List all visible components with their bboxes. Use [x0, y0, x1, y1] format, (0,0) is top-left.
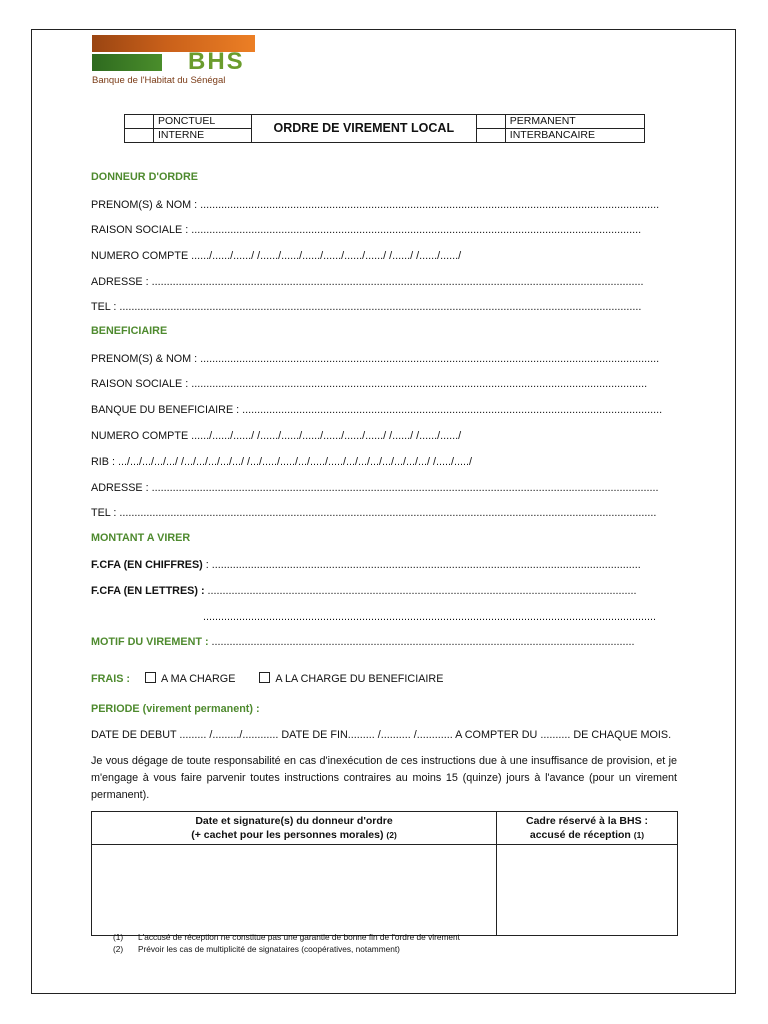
montant-chiffres-label: F.CFA (EN CHIFFRES): [91, 559, 203, 571]
montant-chiffres-field[interactable]: [91, 558, 641, 572]
disclaimer-paragraph: Je vous dégage de toute responsabilité en cas d'inexécution de ces instructions due à une insuffisance de provision, et je m'engage à vous faire parvenir toutes instructions contraires au moins 15 (quinze) jours à l'avance (pour un virement permanent).: [91, 755, 677, 801]
checkbox-interbancaire[interactable]: [476, 129, 505, 143]
benef-adresse-field[interactable]: ADRESSE : .........................................................................................................................................................................: [91, 482, 659, 494]
transfer-type-table: [124, 114, 645, 143]
footnote-2-num: (2): [113, 944, 124, 954]
motif-dots: .............................................................................................................................................: [208, 636, 635, 648]
periode-field[interactable]: DATE DE DEBUT ......... /........./............ DATE DE FIN......... /.......... /............ A COMPTER DU .......... DE CHAQUE MOIS.: [91, 729, 672, 741]
footnote-2-text: Prévoir les cas de multiplicité de signataires (coopératives, notamment): [138, 944, 400, 954]
section-donneur: DONNEUR D'ORDRE: [91, 171, 198, 183]
form-title: ORDRE DE VIREMENT LOCAL: [251, 115, 476, 143]
signature-area[interactable]: [92, 845, 497, 936]
sig-right-line1: Cadre réservé à la BHS :: [526, 815, 648, 827]
donneur-compte-field[interactable]: NUMERO COMPTE ....../....../....../ /....../....../....../....../....../....../ /....../ /....../....../: [91, 250, 462, 262]
donneur-tel-field[interactable]: TEL : ..............................................................................................................................................................................: [91, 301, 642, 313]
benef-raison-field[interactable]: RAISON SOCIALE : ........................................................................................................................................................: [91, 378, 648, 390]
logo-brand: BHS: [188, 48, 245, 75]
logo-bar-green: [92, 54, 162, 71]
motif-label: MOTIF DU VIREMENT :: [91, 636, 209, 648]
label-ponctuel: PONCTUEL: [154, 115, 252, 129]
section-beneficiaire: BENEFICIAIRE: [91, 325, 168, 337]
checkbox-ma-charge[interactable]: [145, 672, 156, 683]
bhs-reception-area: [497, 845, 678, 936]
footnote-1: [113, 932, 460, 942]
montant-lettres-line2[interactable]: .......................................................................................................................................................: [203, 611, 656, 623]
checkbox-charge-beneficiaire[interactable]: [259, 672, 270, 683]
section-montant: MONTANT A VIRER: [91, 532, 191, 544]
benef-rib-field[interactable]: RIB : .../.../.../.../.../ /.../.../.../.../.../ /.../...../...../.../...../...../.../.../.../.../.../.../.../ /...../...../: [91, 456, 472, 468]
montant-lettres-dots: ...............................................................................................................................................: [204, 585, 637, 597]
checkbox-permanent[interactable]: [476, 115, 505, 129]
bhs-logo: [92, 35, 256, 87]
montant-chiffres-dots: : ...............................................................................................................................................: [202, 559, 641, 571]
footnote-1-num: (1): [113, 932, 124, 942]
frais-opt2: A LA CHARGE DU BENEFICIAIRE: [275, 673, 444, 685]
footnote-1-text: L'accusé de réception ne constitue pas une garantie de bonne fin de l'ordre de virement: [138, 932, 460, 942]
benef-tel-field[interactable]: TEL : ...................................................................................................................................................................................: [91, 507, 657, 519]
section-periode: PERIODE (virement permanent) :: [91, 703, 260, 715]
label-permanent: PERMANENT: [505, 115, 644, 129]
footnote-2: [113, 944, 400, 954]
checkbox-interne[interactable]: [125, 129, 154, 143]
signature-table: [91, 811, 678, 936]
label-interbancaire: INTERBANCAIRE: [505, 129, 644, 143]
donneur-adresse-field[interactable]: ADRESSE : ....................................................................................................................................................................: [91, 276, 644, 288]
benef-banque-field[interactable]: BANQUE DU BENEFICIAIRE : ............................................................................................................................................: [91, 404, 663, 416]
sig-left-line2: (+ cachet pour les personnes morales): [191, 829, 384, 841]
label-interne: INTERNE: [154, 129, 252, 143]
signature-header-left: [92, 812, 497, 845]
logo-subtitle: Banque de l'Habitat du Sénégal: [92, 75, 226, 86]
sig-left-ref: (2): [386, 830, 397, 840]
checkbox-ponctuel[interactable]: [125, 115, 154, 129]
motif-field[interactable]: [91, 635, 635, 649]
signature-header-right: [497, 812, 678, 845]
benef-compte-field[interactable]: NUMERO COMPTE ....../....../....../ /....../....../....../....../....../....../ /....../ /....../....../: [91, 430, 462, 442]
montant-lettres-field[interactable]: [91, 584, 637, 598]
frais-row: [91, 672, 443, 686]
donneur-raison-field[interactable]: RAISON SOCIALE : ......................................................................................................................................................: [91, 224, 642, 236]
sig-left-line1: Date et signature(s) du donneur d'ordre: [195, 815, 393, 827]
sig-right-ref: (1): [633, 830, 645, 840]
benef-nom-field[interactable]: PRENOM(S) & NOM : .........................................................................................................................................................: [91, 353, 660, 365]
frais-opt1: A MA CHARGE: [161, 673, 236, 685]
frais-label: FRAIS :: [91, 673, 130, 685]
montant-lettres-label: F.CFA (EN LETTRES) :: [91, 585, 205, 597]
donneur-nom-field[interactable]: PRENOM(S) & NOM : .........................................................................................................................................................: [91, 199, 660, 211]
sig-right-line2: accusé de réception: [529, 829, 631, 841]
